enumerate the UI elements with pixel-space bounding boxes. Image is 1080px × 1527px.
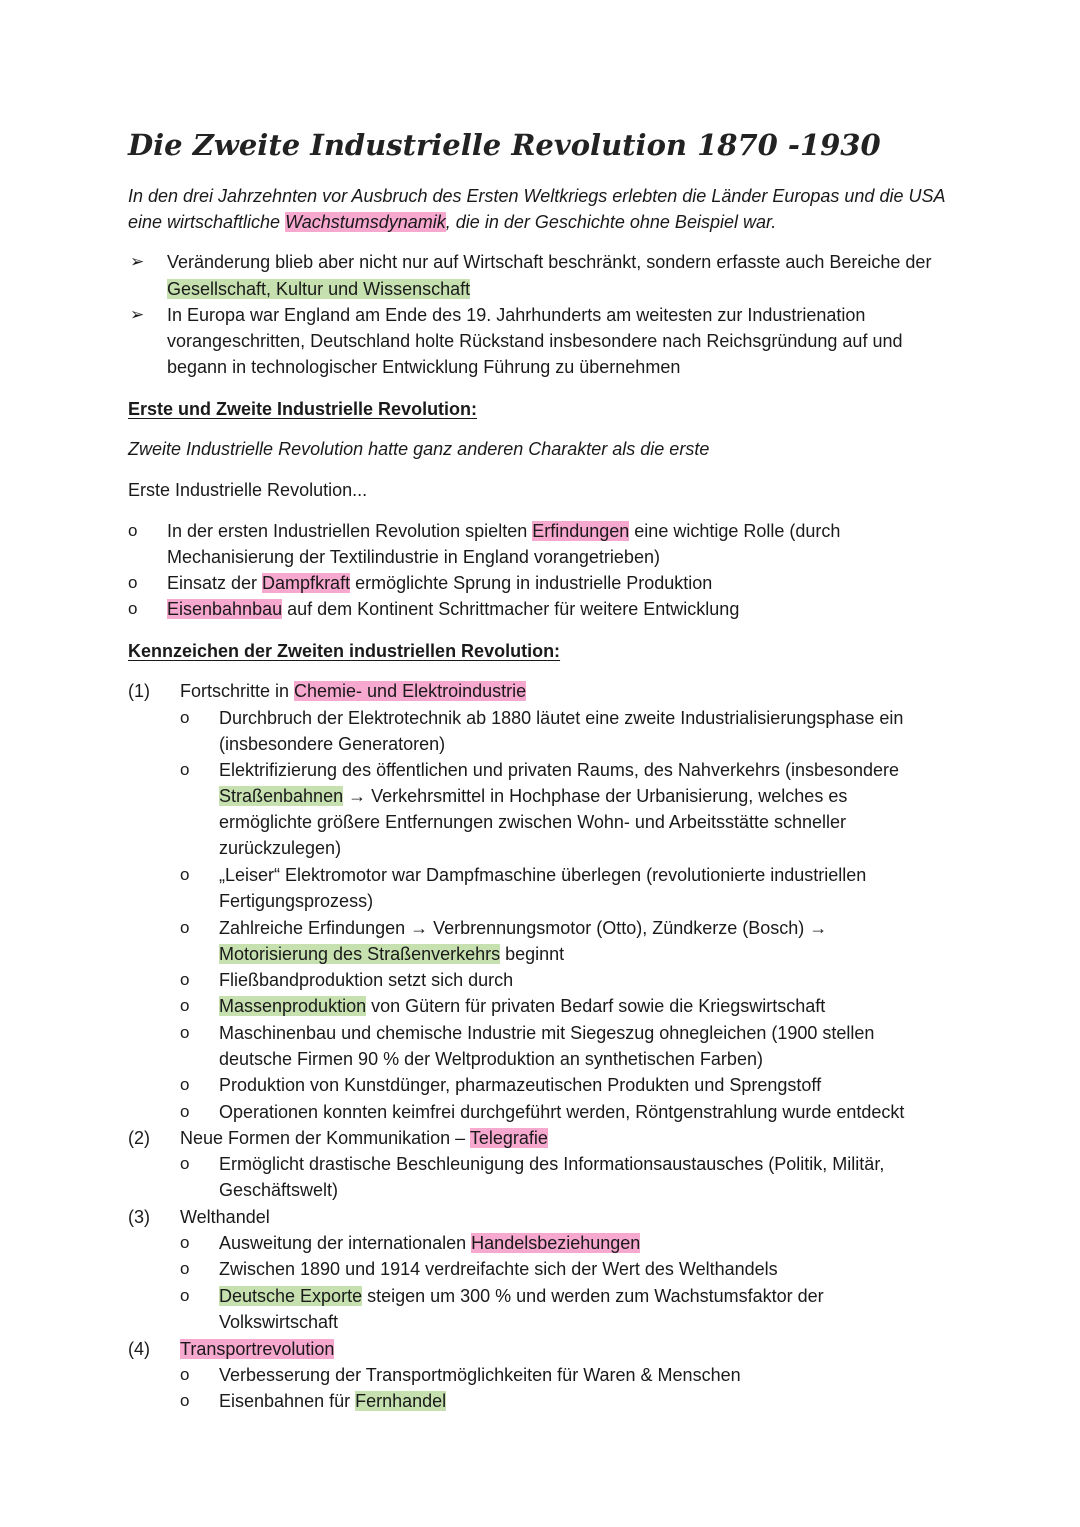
arrow-item-2-line-2: vorangeschritten, Deutschland holte Rückstand insbesondere nach Reichsgründung auf und — [167, 331, 903, 351]
erste-item-1-line-1: In der ersten Industriellen Revolution spielten Erfindungen eine wichtige Rolle (durch — [167, 521, 841, 541]
circle-bullet-icon: o — [128, 573, 138, 592]
sub-transport-1: Verbesserung der Transportmöglichkeiten für Waren & Menschen — [219, 1365, 741, 1385]
sub-welthandel-3-line-1: Deutsche Exporte steigen um 300 % und werden zum Wachstumsfaktor der — [219, 1286, 824, 1306]
kennzeichen-4 — [180, 1336, 334, 1362]
circle-bullet-icon: o — [180, 1391, 190, 1410]
circle-bullet-icon: o — [180, 1154, 190, 1173]
highlight-motorisierung: Motorisierung des Straßenverkehrs — [219, 944, 501, 964]
circle-bullet-icon: o — [180, 708, 190, 727]
kennzeichen-3: Welthandel — [180, 1207, 270, 1227]
list-number-4: (4) — [128, 1339, 150, 1359]
list-number-1: (1) — [128, 681, 150, 701]
highlight-chemie-elektro: Chemie- und Elektroindustrie — [294, 681, 527, 701]
arrow-bullet-icon: ➢ — [130, 252, 145, 271]
arrow-item-1-line-1: Veränderung blieb aber nicht nur auf Wirtschaft beschränkt, sondern erfasste auch Bereiche der — [167, 252, 932, 272]
circle-bullet-icon: o — [180, 1102, 190, 1121]
highlight-massenproduktion: Massenproduktion — [219, 996, 367, 1016]
sub-2-line-4: zurückzulegen) — [219, 838, 342, 858]
highlight-dampfkraft: Dampfkraft — [262, 573, 351, 593]
kennzeichen-2: Neue Formen der Kommunikation – Telegrafie — [180, 1128, 548, 1148]
sub-welthandel-1: Ausweitung der internationalen Handelsbeziehungen — [219, 1233, 641, 1253]
section-lead: Erste Industrielle Revolution... — [128, 480, 368, 500]
section-heading-erste-zweite: Erste und Zweite Industrielle Revolution: — [128, 399, 478, 419]
highlight-telegrafie: Telegrafie — [469, 1128, 548, 1148]
circle-bullet-icon: o — [180, 1259, 190, 1278]
highlight-handelsbeziehungen: Handelsbeziehungen — [471, 1233, 641, 1253]
list-number-2: (2) — [128, 1128, 150, 1148]
circle-bullet-icon: o — [180, 760, 190, 779]
highlight-erfindungen: Erfindungen — [532, 521, 630, 541]
circle-bullet-icon: o — [180, 1365, 190, 1384]
kennzeichen-1: Fortschritte in Chemie- und Elektroindustrie — [180, 681, 527, 701]
sub-2-line-1: Elektrifizierung des öffentlichen und privaten Raums, des Nahverkehrs (insbesondere — [219, 760, 900, 780]
sub-3-line-2: Fertigungsprozess) — [219, 891, 374, 911]
sub-2-line-3: ermöglichte größere Entfernungen zwischen Wohn- und Arbeitsstätte schneller — [219, 812, 847, 832]
sub-1-line-2: (insbesondere Generatoren) — [219, 734, 446, 754]
circle-bullet-icon: o — [180, 1286, 190, 1305]
circle-bullet-icon: o — [128, 521, 138, 540]
sub-kommunikation-line-2: Geschäftswelt) — [219, 1180, 339, 1200]
circle-bullet-icon: o — [180, 1233, 190, 1252]
sub-welthandel-2: Zwischen 1890 und 1914 verdreifachte sich der Wert des Welthandels — [219, 1259, 778, 1279]
highlight-deutsche-exporte: Deutsche Exporte — [219, 1286, 363, 1306]
arrow-item-1-line-2 — [167, 276, 470, 302]
highlight-gesellschaft: Gesellschaft, Kultur und Wissenschaft — [167, 279, 471, 299]
arrow-item-2-line-3: begann in technologischer Entwicklung Führung zu übernehmen — [167, 357, 681, 377]
arrow-item-2-line-1: In Europa war England am Ende des 19. Jahrhunderts am weitesten zur Industrienation — [167, 305, 866, 325]
sub-9: Operationen konnten keimfrei durchgeführt werden, Röntgenstrahlung wurde entdeckt — [219, 1102, 905, 1122]
erste-item-1-line-2: Mechanisierung der Textilindustrie in England vorangetrieben) — [167, 547, 660, 567]
sub-4-line-1: Zahlreiche Erfindungen → Verbrennungsmotor (Otto), Zündkerze (Bosch) → — [219, 918, 828, 938]
arrow-bullet-icon: ➢ — [130, 305, 145, 324]
sub-4-line-2: Motorisierung des Straßenverkehrs beginnt — [219, 944, 565, 964]
section-heading-kennzeichen: Kennzeichen der Zweiten industriellen Revolution: — [128, 641, 561, 661]
list-number-3: (3) — [128, 1207, 150, 1227]
circle-bullet-icon: o — [180, 918, 190, 937]
circle-bullet-icon: o — [180, 970, 190, 989]
sub-kommunikation-line-1: Ermöglicht drastische Beschleunigung des Informationsaustausches (Politik, Militär, — [219, 1154, 885, 1174]
circle-bullet-icon: o — [180, 996, 190, 1015]
sub-8: Produktion von Kunstdünger, pharmazeutischen Produkten und Sprengstoff — [219, 1075, 822, 1095]
highlight-fernhandel: Fernhandel — [355, 1391, 447, 1411]
sub-transport-2: Eisenbahnen für Fernhandel — [219, 1391, 447, 1411]
intro-line-1: In den drei Jahrzehnten vor Ausbruch des Ersten Weltkriegs erlebten die Länder Europas und die USA — [128, 186, 946, 206]
erste-item-3: Eisenbahnbau auf dem Kontinent Schrittmacher für weitere Entwicklung — [167, 599, 740, 619]
intro-line-2: eine wirtschaftliche Wachstumsdynamik, die in der Geschichte ohne Beispiel war. — [128, 212, 777, 232]
highlight-transportrevolution: Transportrevolution — [180, 1339, 335, 1359]
highlight-strassenbahnen: Straßenbahnen — [219, 786, 344, 806]
section-subtitle: Zweite Industrielle Revolution hatte ganz anderen Charakter als die erste — [128, 439, 710, 459]
circle-bullet-icon: o — [180, 1023, 190, 1042]
circle-bullet-icon: o — [128, 599, 138, 618]
highlight-wachstumsdynamik: Wachstumsdynamik — [285, 212, 446, 232]
sub-7-line-2: deutsche Firmen 90 % der Weltproduktion an synthetischen Farben) — [219, 1049, 763, 1069]
highlight-eisenbahnbau: Eisenbahnbau — [167, 599, 283, 619]
sub-7-line-1: Maschinenbau und chemische Industrie mit Siegeszug ohnegleichen (1900 stellen — [219, 1023, 875, 1043]
circle-bullet-icon: o — [180, 1075, 190, 1094]
sub-2-line-2: Straßenbahnen → Verkehrsmittel in Hochphase der Urbanisierung, welches es — [219, 786, 848, 806]
sub-5: Fließbandproduktion setzt sich durch — [219, 970, 514, 990]
circle-bullet-icon: o — [180, 865, 190, 884]
erste-item-2: Einsatz der Dampfkraft ermöglichte Sprung in industrielle Produktion — [167, 573, 713, 593]
sub-welthandel-3-line-2: Volkswirtschaft — [219, 1312, 339, 1332]
sub-3-line-1: „Leiser“ Elektromotor war Dampfmaschine überlegen (revolutionierte industriellen — [219, 865, 867, 885]
page-title: Die Zweite Industrielle Revolution 1870 -1930 — [128, 128, 881, 162]
sub-1-line-1: Durchbruch der Elektrotechnik ab 1880 läutet eine zweite Industrialisierungsphase ein — [219, 708, 904, 728]
sub-6: Massenproduktion von Gütern für privaten Bedarf sowie die Kriegswirtschaft — [219, 996, 826, 1016]
